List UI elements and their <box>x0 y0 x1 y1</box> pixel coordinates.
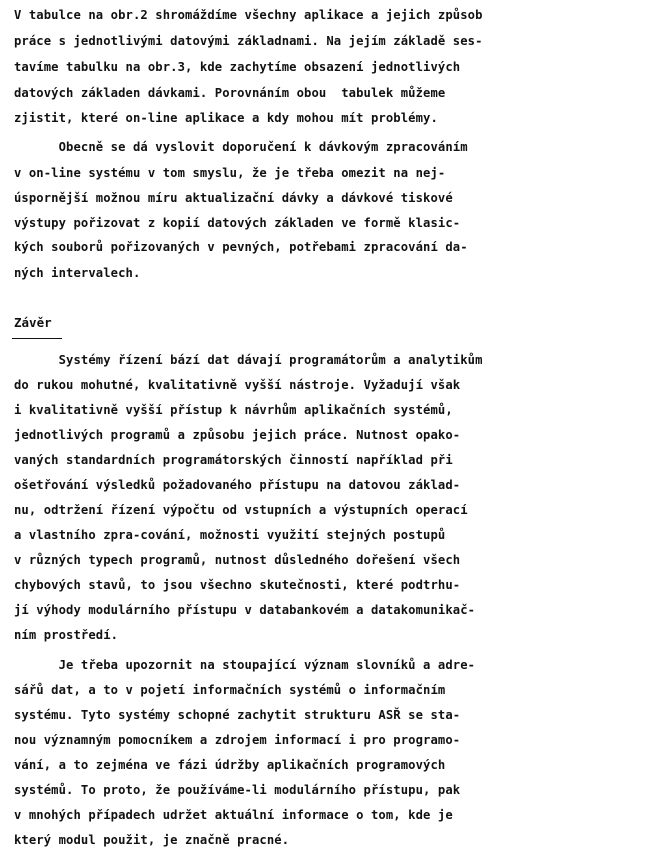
section-heading: Závěr <box>14 315 52 330</box>
text-line: do rukou mohutné, kvalitativně vyšší nástroje. Vyžadují však <box>14 378 461 392</box>
text-line: systému. Tyto systémy schopné zachytit strukturu ASŘ se sta- <box>14 708 461 722</box>
text-line: tavíme tabulku na obr.3, kde zachytíme obsazení jednotlivých <box>14 60 461 74</box>
text-line: nou významným pomocníkem a zdrojem informací i pro programo- <box>14 733 461 747</box>
text-line: kých souborů pořizovaných v pevných, potřebami zpracování da- <box>14 240 468 254</box>
text-line: ním prostředí. <box>14 628 119 642</box>
text-line: nu, odtržení řízení výpočtu od vstupních a výstupních operací <box>14 503 468 517</box>
text-line: vaných standardních programátorských činností například při <box>14 453 453 467</box>
text-line: jednotlivých programů a způsobu jejich práce. Nutnost opako- <box>14 428 461 442</box>
text-line: vání, a to zejména ve fázi údržby aplikačních programových <box>14 758 446 772</box>
text-line: i kvalitativně vyšší přístup k návrhům aplikačních systémů, <box>14 403 453 417</box>
text-line: v mnohých případech udržet aktuální informace o tom, kde je <box>14 808 453 822</box>
text-line: práce s jednotlivými datovými základnami. Na jejím základě ses- <box>14 34 483 48</box>
text-line: ošetřování výsledků požadovaného přístupu na datovou základ- <box>14 478 461 492</box>
text-line: v on-line systému v tom smyslu, že je třeba omezit na nej- <box>14 166 446 180</box>
text-line: chybových stavů, to jsou všechno skutečnosti, které podtrhu- <box>14 578 461 592</box>
text-line: Obecně se dá vyslovit doporučení k dávkovým zpracováním <box>14 140 468 154</box>
text-line: systémů. To proto, že používáme-li modulárního přístupu, pak <box>14 783 461 797</box>
text-line: úspornější možnou míru aktualizační dávky a dávkové tiskové <box>14 191 453 205</box>
text-line: ných intervalech. <box>14 266 141 280</box>
text-line: jí výhody modulárního přístupu v databankovém a datakomunikač- <box>14 603 476 617</box>
text-line: a vlastního zpra-cování, možnosti využití stejných postupů <box>14 528 446 542</box>
text-line: Systémy řízení bází dat dávají programátorům a analytikům <box>14 353 483 367</box>
text-line: výstupy pořizovat z kopií datových základen ve formě klasic- <box>14 216 461 230</box>
text-line: zjistit, které on-line aplikace a kdy mohou mít problémy. <box>14 111 438 125</box>
text-line: datových základen dávkami. Porovnáním obou tabulek můžeme <box>14 86 446 100</box>
text-line: V tabulce na obr.2 shromáždíme všechny aplikace a jejich způsob <box>14 8 483 22</box>
text-line: v různých typech programů, nutnost důsledného dořešení všech <box>14 553 461 567</box>
text-line: sářů dat, a to v pojetí informačních systémů o informačním <box>14 683 446 697</box>
heading-underline <box>12 338 62 339</box>
text-line: který modul použit, je značně pracné. <box>14 833 290 847</box>
text-line: Je třeba upozornit na stoupající význam slovníků a adre- <box>14 658 476 672</box>
